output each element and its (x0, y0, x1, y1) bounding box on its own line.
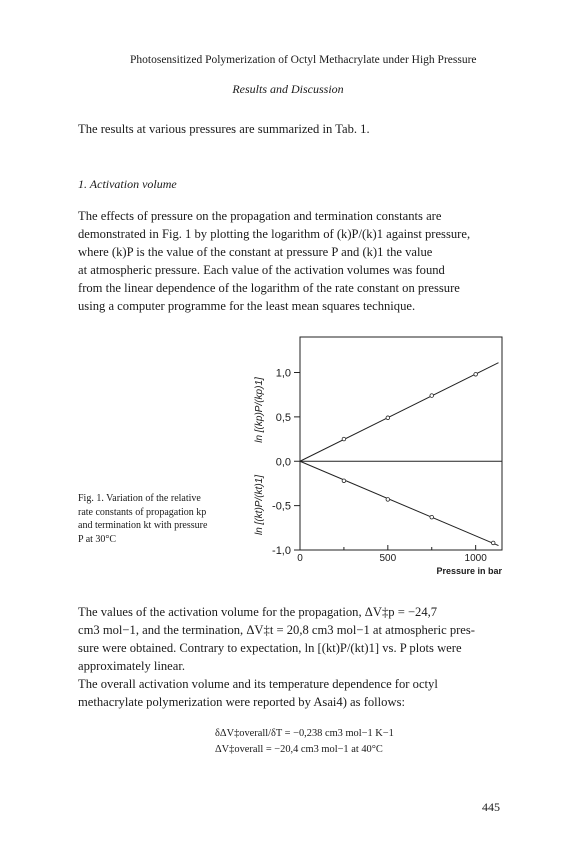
text-line: The effects of pressure on the propagation and termination constants are (78, 209, 442, 223)
paragraph-overall (78, 675, 506, 711)
text-line: The values of the activation volume for the propagation, ΔV‡p = −24,7 (78, 605, 438, 619)
data-point-kt (342, 479, 346, 483)
fit-line-kp (300, 363, 498, 462)
text-line: at atmospheric pressure. Each value of the activation volumes was found (78, 263, 445, 277)
data-point-kt (430, 515, 434, 519)
page-number: 445 (482, 800, 500, 814)
subsection-title: 1. Activation volume (78, 177, 177, 191)
y-axis-label-bottom: ln [(kt)P/(kt)1] (254, 474, 265, 536)
data-point-kp (430, 394, 434, 398)
text-line: The overall activation volume and its temperature dependence for octyl (78, 677, 438, 691)
data-point-kt (491, 541, 495, 545)
text-line: where (k)P is the value of the constant at pressure P and (k)1 the value (78, 245, 433, 259)
x-tick-label: 0 (297, 553, 303, 564)
section-heading: Results and Discussion (232, 82, 344, 96)
figure-caption (78, 492, 258, 546)
y-axis-label-top: ln [(kp)P/(kp)1] (254, 377, 265, 443)
y-tick-label: -1,0 (272, 545, 291, 557)
text-line: approximately linear. (78, 659, 186, 673)
text-line: methacrylate polymerization were reported by Asai4) as follows: (78, 695, 405, 709)
running-head: Photosensitized Polymerization of Octyl Methacrylate under High Pressure (130, 54, 477, 66)
plot-frame (300, 337, 502, 550)
formula-temperature-dependence: δΔV‡overall/δT = −0,238 cm3 mol−1 K−1 (215, 728, 394, 739)
y-tick-label: 0,0 (275, 456, 291, 469)
y-tick-label: -0,5 (272, 500, 291, 513)
text-line: demonstrated in Fig. 1 by plotting the logarithm of (k)P/(k)1 against pressure, (78, 227, 471, 241)
formula-overall-volume: ΔV‡overall = −20,4 cm3 mol−1 at 40°C (215, 744, 383, 755)
text-line: cm3 mol−1, and the termination, ΔV‡t = 20,8 cm3 mol−1 at atmospheric pres- (78, 623, 475, 637)
text-line: from the linear dependence of the logarithm of the rate constant on pressure (78, 281, 460, 295)
paragraph-results (78, 603, 506, 675)
caption-line: and termination kt with pressure (78, 520, 208, 531)
paragraph-activation (78, 207, 506, 315)
data-point-kp (342, 437, 346, 441)
intro-paragraph: The results at various pressures are summarized in Tab. 1. (78, 122, 370, 136)
figure-chart (240, 325, 520, 585)
data-point-kt (386, 498, 390, 502)
text-line: sure were obtained. Contrary to expectation, ln [(kt)P/(kt)1] vs. P plots were (78, 641, 462, 655)
caption-line: P at 30°C (78, 533, 117, 545)
x-tick-label: 1000 (464, 553, 487, 564)
fit-line-kt (300, 461, 498, 545)
data-point-kp (386, 416, 390, 420)
data-point-kp (474, 372, 478, 376)
caption-line: Fig. 1. Variation of the relative (78, 493, 201, 504)
x-tick-label: 500 (379, 553, 397, 564)
y-tick-label: 0,5 (275, 411, 291, 424)
y-tick-label: 1,0 (275, 367, 291, 380)
text-line: using a computer programme for the least mean squares technique. (78, 299, 416, 313)
caption-line: rate constants of propagation kp (78, 506, 207, 518)
x-axis-label: Pressure in bar (436, 566, 502, 576)
